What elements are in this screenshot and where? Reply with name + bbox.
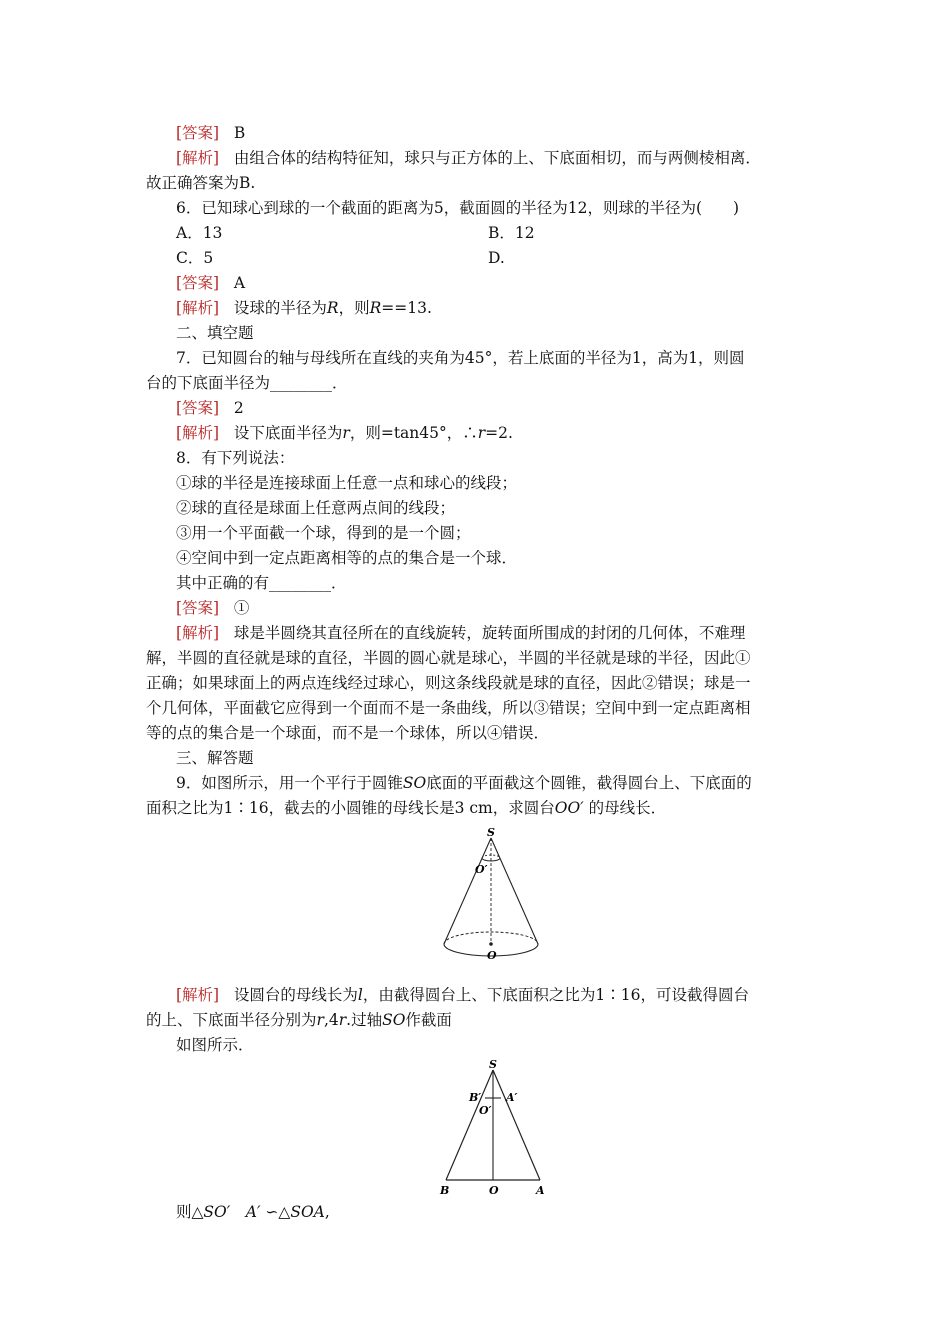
cone-figure xyxy=(435,826,545,968)
q8-item-4: ④空间中到一定点距离相等的点的集合是一个球． xyxy=(176,549,518,567)
q8-analysis-line4: 个几何体，平面截它应得到一个面而不是一条曲线，所以③错误；空间中到一定点距离相 xyxy=(146,699,751,717)
fig2-label-a-prime: A′ xyxy=(506,1091,518,1104)
analysis-tag: [解析] xyxy=(176,986,220,1004)
q5-analysis-line1 xyxy=(176,148,761,168)
q6-analysis-line: [解析] 设球的半径为R，则R==13. xyxy=(176,299,432,317)
q6-option-b: B．12 xyxy=(488,224,535,242)
analysis-tag: [解析] xyxy=(176,299,220,317)
q8-analysis-line5: 等的点的集合是一个球面，而不是一个球体，所以④错误． xyxy=(146,724,550,742)
q8-item-2: ②球的直径是球面上任意两点间的线段； xyxy=(176,499,456,517)
q7-stem-line1: 7．已知圆台的轴与母线所在直线的夹角为45°，若上底面的半径为1，高为1，则圆 xyxy=(176,349,745,367)
fig2-label-s: S xyxy=(489,1058,497,1071)
answer-tag: [答案] xyxy=(176,399,220,417)
section-heading-fill-blank: 二、填空题 xyxy=(176,324,254,342)
analysis-tag: [解析] xyxy=(176,624,220,642)
q8-item-1: ①球的半径是连接球面上任意一点和球心的线段； xyxy=(176,474,518,492)
fig2-label-a: A xyxy=(536,1184,545,1197)
analysis-tag: [解析] xyxy=(176,149,220,167)
q5-analysis-text1: 由组合体的结构特征知，球只与正方体的上、下底面相切，而与两侧棱相离． xyxy=(233,149,761,167)
fig1-label-s: S xyxy=(487,826,495,839)
q9-analysis-line2: 的上、下底面半径分别为r,4r.过轴SO作截面 xyxy=(146,1011,452,1029)
q7-answer: 2 xyxy=(233,399,244,417)
q8-answer-line xyxy=(176,598,249,618)
fig2-label-o: O xyxy=(489,1184,499,1197)
fig1-label-o-prime: O′ xyxy=(475,863,488,876)
q8-analysis-line3: 正确；如果球面上的两点连线经过球心，则这条线段就是球的直径，因此②错误；球是一 xyxy=(146,674,751,692)
q5-analysis-line2: 故正确答案为B. xyxy=(146,174,256,192)
section-heading-solve: 三、解答题 xyxy=(176,749,254,767)
q8-analysis-line1: [解析] 球是半圆绕其直径所在的直线旋转，旋转面所围成的封闭的几何体，不难理 xyxy=(176,624,746,642)
q5-answer: B xyxy=(233,124,246,142)
q9-as-shown: 如图所示． xyxy=(176,1036,254,1054)
q9-stem-line1: 9．如图所示，用一个平行于圆锥SO底面的平面截这个圆锥，截得圆台上、下底面的 xyxy=(176,774,752,792)
fig2-label-b-prime: B′ xyxy=(469,1091,482,1104)
analysis-tag: [解析] xyxy=(176,424,220,442)
answer-tag: [答案] xyxy=(176,274,220,292)
q9-similar-triangles: 则△SO′ A′ ∽△SOA, xyxy=(176,1203,330,1221)
axial-section-figure xyxy=(432,1056,552,1198)
q8-analysis-line2: 解，半圆的直径就是球的直径，半圆的圆心就是球心，半圆的半径就是球的半径，因此① xyxy=(146,649,751,667)
q5-answer-line xyxy=(176,123,245,143)
q8-item-3: ③用一个平面截一个球，得到的是一个圆； xyxy=(176,524,471,542)
q8-tail: 其中正确的有________． xyxy=(176,574,347,592)
q9-analysis-line1: [解析] 设圆台的母线长为l，由截得圆台上、下底面积之比为1∶16，可设截得圆台 xyxy=(176,986,749,1004)
fig1-label-o: O xyxy=(487,949,497,962)
q6-answer: A xyxy=(233,274,246,292)
q6-option-a: A．13 xyxy=(176,224,223,242)
fig2-label-b: B xyxy=(440,1184,450,1197)
q8-answer: ① xyxy=(233,599,250,617)
q6-option-d: D. xyxy=(488,249,505,267)
q6-answer-line xyxy=(176,273,245,293)
fig2-label-o-prime: O′ xyxy=(479,1104,492,1117)
q6-stem: 6．已知球心到球的一个截面的距离为5，截面圆的半径为12，则球的半径为( ) xyxy=(176,199,740,217)
q9-stem-line2: 面积之比为1∶16，截去的小圆锥的母线长是3 cm，求圆台OO′ 的母线长． xyxy=(146,799,667,817)
answer-tag: [答案] xyxy=(176,124,220,142)
q7-stem-line2: 台的下底面半径为________． xyxy=(146,374,348,392)
answer-tag: [答案] xyxy=(176,599,220,617)
q8-stem: 8．有下列说法： xyxy=(176,449,295,467)
q7-answer-line xyxy=(176,398,244,418)
q6-option-c: C．5 xyxy=(176,249,214,267)
q7-analysis-line: [解析] 设下底面半径为r，则=tan45°，∴r=2. xyxy=(176,424,513,442)
